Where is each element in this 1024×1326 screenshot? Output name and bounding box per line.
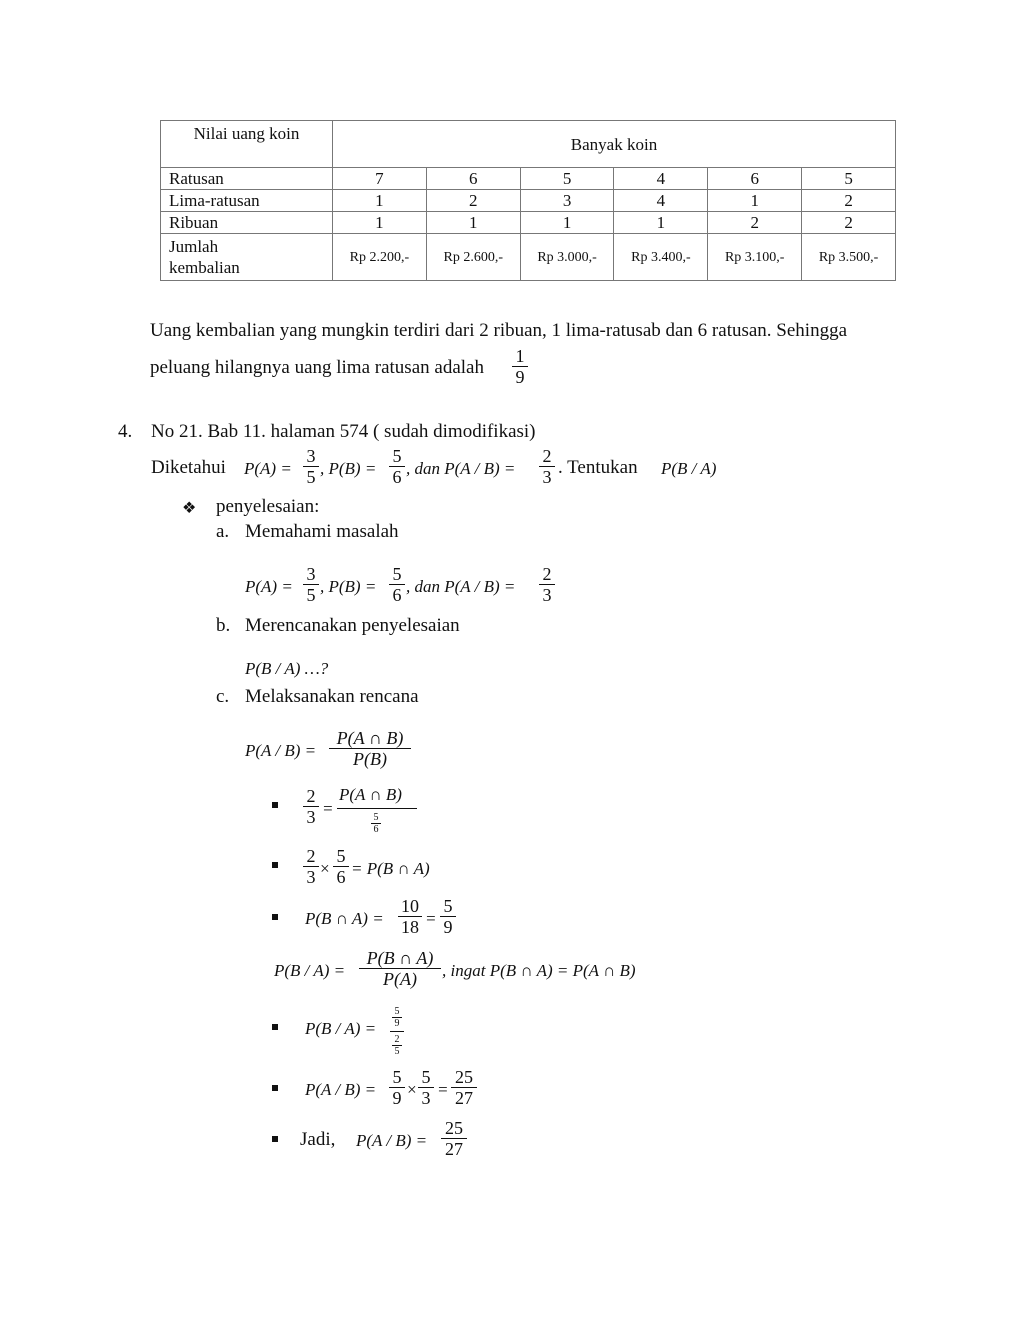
- denominator: 3: [306, 807, 316, 827]
- denominator: 27: [445, 1139, 463, 1159]
- item-number: 4.: [118, 421, 133, 442]
- square-bullet-icon: [272, 1085, 278, 1091]
- denominator: 5: [306, 585, 316, 605]
- expr-pb: , P(B) =: [320, 459, 377, 478]
- header-nilai: Nilai uang koin: [161, 121, 333, 168]
- expr-dan: , dan P(A / B) =: [406, 577, 516, 596]
- fraction-3-5: [303, 446, 319, 487]
- cell: 2: [802, 190, 896, 212]
- times: ×: [406, 1080, 418, 1099]
- denominator: 9: [443, 917, 453, 937]
- expr-pab-eq: P(A / B) =: [305, 1080, 377, 1099]
- cell: Rp 3.000,-: [520, 234, 614, 281]
- denominator: 6: [392, 585, 402, 605]
- denominator: 6: [373, 824, 379, 835]
- table-row: [161, 190, 896, 212]
- denominator: 3: [542, 585, 552, 605]
- step-b-label: b.: [216, 615, 231, 636]
- cell: 1: [708, 190, 802, 212]
- denominator: 6: [392, 467, 402, 487]
- step-c-text: Melaksanakan rencana: [245, 686, 419, 707]
- square-bullet-icon: [272, 1136, 278, 1142]
- equals: =: [437, 1080, 449, 1099]
- cell: Rp 3.100,-: [708, 234, 802, 281]
- numerator: 5: [392, 1067, 402, 1087]
- numerator: P(A ∩ B): [336, 728, 404, 748]
- denominator: 5: [306, 467, 316, 487]
- cell: 5: [520, 168, 614, 190]
- numerator: 5: [392, 564, 402, 584]
- total-label-1: Jumlah: [169, 237, 219, 256]
- coin-table: [160, 120, 896, 281]
- numerator: 10: [401, 896, 419, 916]
- cell: 3: [520, 190, 614, 212]
- cell: 2: [802, 212, 896, 234]
- expr-ingat: , ingat P(B ∩ A) = P(A ∩ B): [442, 961, 636, 980]
- step-b-text: Merencanakan penyelesaian: [245, 615, 460, 636]
- denominator: 9: [394, 1018, 400, 1029]
- cell: Rp 2.600,-: [426, 234, 520, 281]
- cell: 7: [333, 168, 427, 190]
- denominator: 3: [421, 1088, 431, 1108]
- step-a-text: Memahami masalah: [245, 521, 399, 542]
- cell: 1: [333, 212, 427, 234]
- fraction-pbca-pa: [359, 948, 441, 989]
- row-label: Ratusan: [161, 168, 333, 190]
- fraction-5-9: [389, 1067, 405, 1108]
- numerator: 5: [443, 896, 453, 916]
- cell: 4: [614, 168, 708, 190]
- fraction-small-5-6: [371, 812, 381, 835]
- fraction-5-6: [333, 846, 349, 887]
- tentukan-label: . Tentukan: [558, 457, 638, 478]
- fraction-25-27: [451, 1067, 477, 1108]
- fraction-5-9: [440, 896, 456, 937]
- expr-pa: P(A) =: [245, 577, 293, 596]
- denominator: 9: [515, 367, 525, 387]
- numerator: 25: [445, 1118, 463, 1138]
- step-a-label: a.: [216, 521, 230, 542]
- cell: Rp 3.400,-: [614, 234, 708, 281]
- expr-pab-eq: P(A / B) =: [245, 741, 317, 760]
- fraction-1-9: [512, 346, 528, 387]
- denominator: 3: [306, 867, 316, 887]
- fraction-2-3: [539, 564, 555, 605]
- square-bullet-icon: [272, 802, 278, 808]
- numerator: 5: [392, 446, 402, 466]
- table-row-total: [161, 234, 896, 281]
- cell: 6: [708, 168, 802, 190]
- fraction-3-5: [303, 564, 319, 605]
- numerator: P(B ∩ A): [366, 948, 434, 968]
- expr-dan: , dan P(A / B) =: [406, 459, 516, 478]
- fraction-small-2-5: [392, 1034, 402, 1057]
- fraction-bar: [390, 1031, 404, 1032]
- numerator: 2: [542, 446, 552, 466]
- numerator: 5: [421, 1067, 431, 1087]
- table-row: [161, 168, 896, 190]
- cell: 1: [520, 212, 614, 234]
- fraction-2-3: [303, 846, 319, 887]
- fraction-bar: [337, 808, 417, 809]
- expr-pba-eq: P(B / A) =: [274, 961, 346, 980]
- numerator: 2: [394, 1034, 400, 1045]
- denominator: 27: [455, 1088, 473, 1108]
- cell: Rp 2.200,-: [333, 234, 427, 281]
- fraction-small-5-9: [392, 1006, 402, 1029]
- fraction-10-18: [398, 896, 422, 937]
- expr-pb: , P(B) =: [320, 577, 377, 596]
- expr-pba-question: P(B / A) …?: [245, 659, 329, 678]
- numerator: 1: [515, 346, 525, 366]
- fraction-pacb-pb: [329, 728, 411, 769]
- cell: 6: [426, 168, 520, 190]
- jadi-label: Jadi,: [300, 1129, 336, 1150]
- numerator: 2: [542, 564, 552, 584]
- denominator: P(A): [383, 969, 417, 989]
- row-label: Ribuan: [161, 212, 333, 234]
- denominator: P(B): [353, 749, 387, 769]
- total-label-2: kembalian: [169, 258, 240, 277]
- denominator: 3: [542, 467, 552, 487]
- square-bullet-icon: [272, 1024, 278, 1030]
- expr-pba: P(B / A): [661, 459, 717, 478]
- fraction-2-3: [539, 446, 555, 487]
- denominator: 6: [336, 867, 346, 887]
- numerator-pacb: P(A ∩ B): [339, 785, 402, 804]
- numerator: 5: [373, 812, 379, 823]
- diketahui-label: Diketahui: [151, 457, 226, 478]
- expr-pba-eq: P(B / A) =: [305, 1019, 377, 1038]
- cell: 2: [426, 190, 520, 212]
- fraction-2-3: [303, 786, 319, 827]
- numerator: 5: [394, 1006, 400, 1017]
- cell: 5: [802, 168, 896, 190]
- expr-pab-eq: P(A / B) =: [356, 1131, 428, 1150]
- fraction-25-27: [441, 1118, 467, 1159]
- denominator: 18: [401, 917, 419, 937]
- cell: 1: [614, 212, 708, 234]
- cell: 4: [614, 190, 708, 212]
- paragraph-line-1: Uang kembalian yang mungkin terdiri dari 2 ribuan, 1 lima-ratusab dan 6 ratusan. Sehingga: [150, 320, 848, 341]
- numerator: 2: [306, 846, 316, 866]
- expr-pbca-eq: P(B ∩ A) =: [305, 909, 384, 928]
- table-row: [161, 212, 896, 234]
- paragraph-line-2: peluang hilangnya uang lima ratusan adalah: [150, 357, 484, 378]
- step-c-label: c.: [216, 686, 230, 707]
- numerator: 25: [455, 1067, 473, 1087]
- numerator: 5: [336, 846, 346, 866]
- square-bullet-icon: [272, 914, 278, 920]
- fraction-5-6: [389, 446, 405, 487]
- row-label: Lima-ratusan: [161, 190, 333, 212]
- expr-pa: P(A) =: [244, 459, 292, 478]
- cell: 1: [333, 190, 427, 212]
- fraction-5-6: [389, 564, 405, 605]
- numerator: 2: [306, 786, 316, 806]
- numerator: 3: [306, 564, 316, 584]
- expr-eq-pbca: = P(B ∩ A): [351, 859, 430, 878]
- row-label-total: [161, 234, 333, 281]
- cell: 1: [426, 212, 520, 234]
- cell: Rp 3.500,-: [802, 234, 896, 281]
- penyelesaian-label: penyelesaian:: [216, 496, 320, 517]
- equals: =: [322, 799, 334, 818]
- header-banyak: Banyak koin: [333, 121, 896, 168]
- equals: =: [425, 909, 437, 928]
- fraction-5-3: [418, 1067, 434, 1108]
- diamond-bullet-icon: ❖: [182, 500, 197, 517]
- square-bullet-icon: [272, 862, 278, 868]
- denominator: 9: [392, 1088, 402, 1108]
- item-title: No 21. Bab 11. halaman 574 ( sudah dimodifikasi): [151, 421, 536, 442]
- denominator: 5: [394, 1046, 400, 1057]
- times: ×: [319, 859, 331, 878]
- numerator: 3: [306, 446, 316, 466]
- cell: 2: [708, 212, 802, 234]
